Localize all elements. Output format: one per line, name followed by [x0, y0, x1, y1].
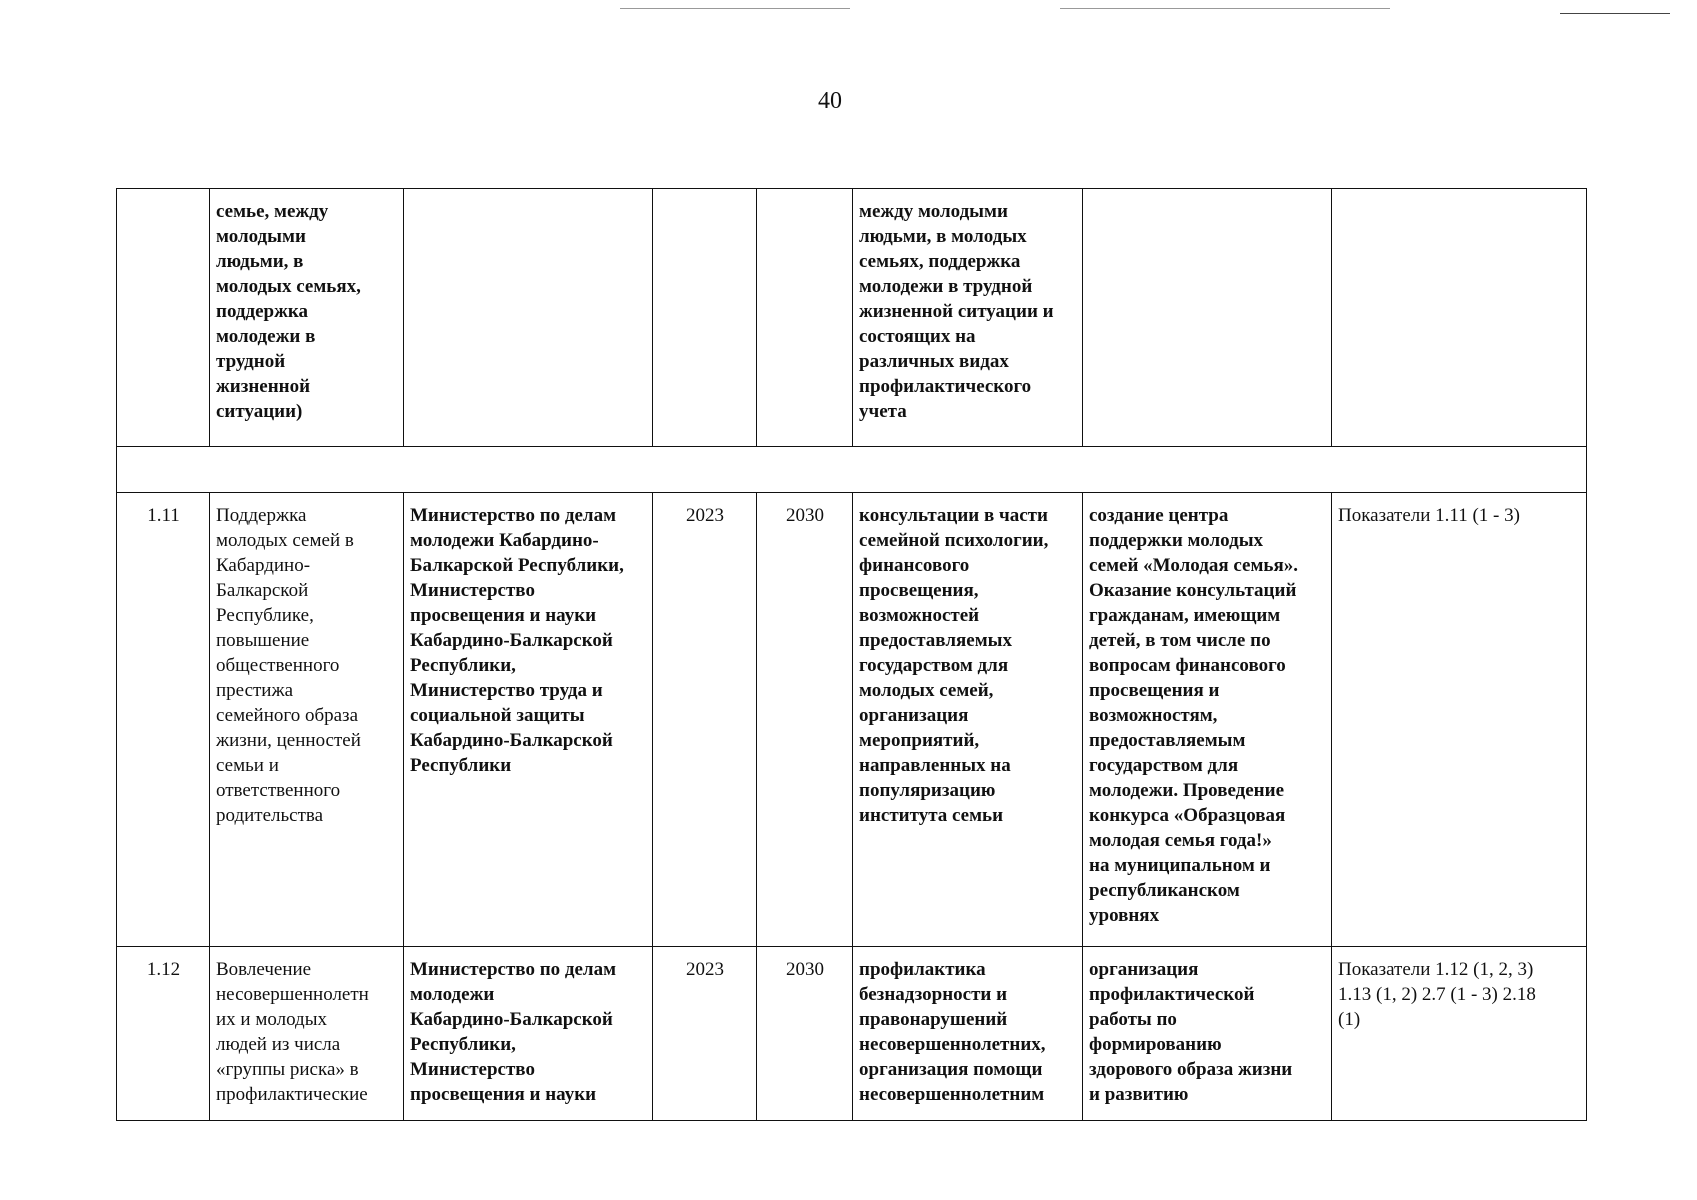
cell-executor: [404, 493, 653, 947]
cell-executor: [404, 947, 653, 1121]
cell-result: [853, 493, 1083, 947]
cell-content-text: организация профилактической работы по формированию здорового образа жизни и развитию: [1089, 959, 1293, 1105]
table-row: [117, 493, 1587, 947]
cell-end-year: 2030: [757, 493, 853, 947]
scan-artifact-line: [1060, 8, 1390, 9]
cell-executor: [404, 189, 653, 447]
cell-number: 1.11: [117, 493, 210, 947]
cell-indicators-text: Показатели 1.11 (1 - 3): [1338, 505, 1520, 526]
table-row-spacer: [117, 447, 1587, 493]
cell-start-year: 2023: [653, 493, 757, 947]
cell-name-text: семье, между молодыми людьми, в молодых семьях, поддержка молодежи в трудной жизненной ситуации): [216, 201, 361, 422]
cell-name: [210, 947, 404, 1121]
cell-executor-text: Министерство по делам молодежи Кабардино-Балкарской Республики, Министерство просвещения и науки: [410, 959, 617, 1105]
cell-start-year: [653, 189, 757, 447]
cell-end-year: [757, 189, 853, 447]
table-row-continued: [117, 189, 1587, 447]
cell-result: [853, 947, 1083, 1121]
cell-executor-text: Министерство по делам молодежи Кабардино- Балкарской Республики, Министерство просвещения и науки Кабардино-Балкарской Республики, Министерство труда и социальной защиты Кабардино-Балкарской Республики: [410, 505, 624, 776]
cell-name-text: Поддержка молодых семей в Кабардино- Балкарской Республике, повышение общественного престижа семейного образа жизни, ценностей семьи и ответственного родительства: [216, 505, 361, 826]
cell-indicators-text: Показатели 1.12 (1, 2, 3) 1.13 (1, 2) 2.7 (1 - 3) 2.18 (1): [1338, 959, 1536, 1030]
cell-name-text: Вовлечение несовершеннолетн их и молодых людей из числа «группы риска» в профилактические: [216, 959, 369, 1105]
cell-content: [1083, 493, 1332, 947]
cell-result-text: профилактика безнадзорности и правонарушений несовершеннолетних, организация помощи несовершеннолетним: [859, 959, 1046, 1105]
cell-result-text: между молодыми людьми, в молодых семьях, поддержка молодежи в трудной жизненной ситуации и состоящих на различных видах профилактического учета: [859, 201, 1054, 422]
cell-result-text: консультации в части семейной психологии, финансового просвещения, возможностей предоставляемых государством для молодых семей, организация мероприятий, направленных на популяризацию института семьи: [859, 505, 1049, 826]
cell-content: [1083, 947, 1332, 1121]
cell-result: [853, 189, 1083, 447]
cell-number: 1.12: [117, 947, 210, 1121]
cell-content-text: создание центра поддержки молодых семей «Молодая семья». Оказание консультаций гражданам, имеющим детей, в том числе по вопросам финансового просвещения и возможностям, предоставляемым государством для молодежи. Проведение конкурса «Образцовая молодая семья года!» на муниципальном и республиканском уровнях: [1089, 505, 1298, 926]
table-row: [117, 947, 1587, 1121]
cell-indicators: [1332, 493, 1587, 947]
cell-spacer: [117, 447, 1587, 493]
cell-indicators: [1332, 947, 1587, 1121]
scan-artifact-line: [620, 8, 850, 9]
cell-end-year: 2030: [757, 947, 853, 1121]
scan-artifact-line: [1560, 13, 1670, 14]
cell-start-year: 2023: [653, 947, 757, 1121]
page-number: 40: [818, 88, 842, 114]
measures-table: [116, 188, 1587, 1121]
cell-name: [210, 189, 404, 447]
cell-name: [210, 493, 404, 947]
cell-content: [1083, 189, 1332, 447]
cell-number: [117, 189, 210, 447]
cell-indicators: [1332, 189, 1587, 447]
